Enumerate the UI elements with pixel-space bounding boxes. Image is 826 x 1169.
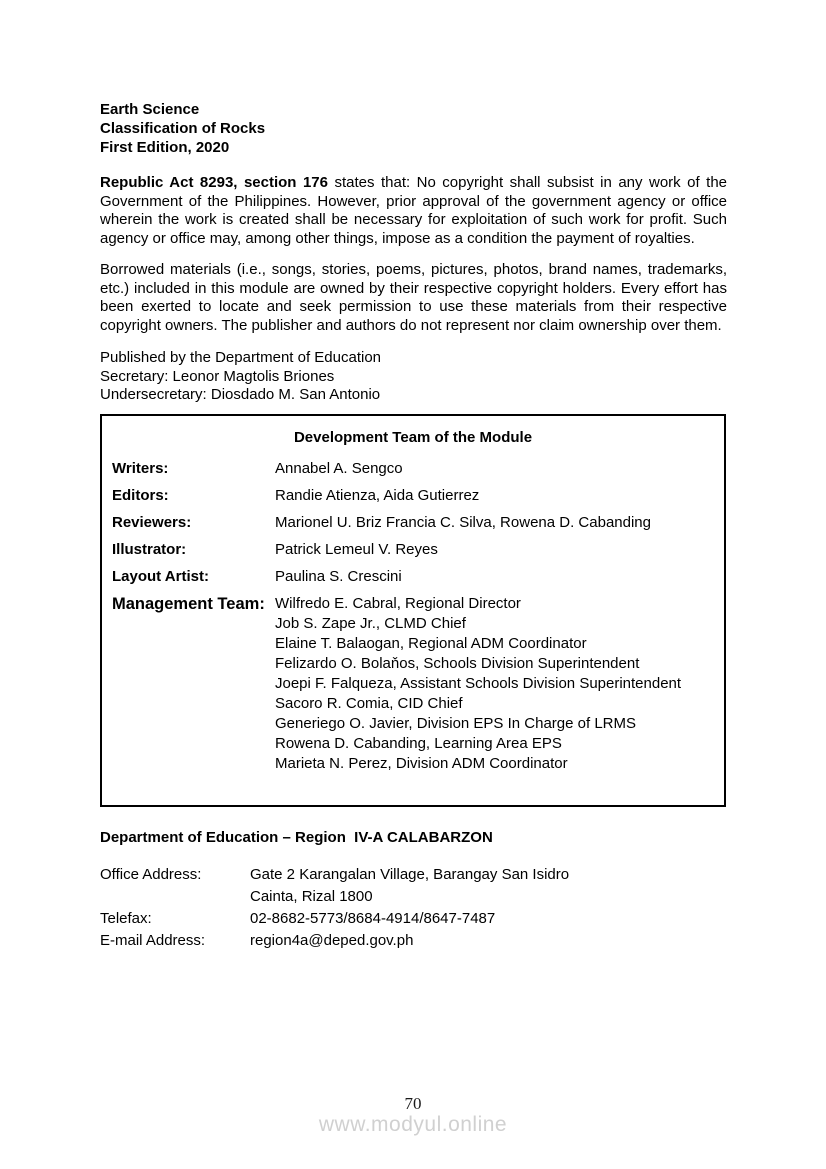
management-member: Generiego O. Javier, Division EPS In Charge of LRMS	[275, 714, 636, 732]
secretary-line: Secretary: Leonor Magtolis Briones	[100, 367, 335, 385]
contact-row-office-address	[100, 864, 727, 908]
management-team-label: Management Team:	[112, 594, 265, 613]
management-member: Marieta N. Perez, Division ADM Coordinator	[275, 754, 568, 772]
management-team-members	[275, 594, 714, 774]
reviewers-label: Reviewers:	[112, 513, 192, 531]
editors-label: Editors:	[112, 486, 169, 504]
reviewers-value: Marionel U. Briz Francia C. Silva, Rowena D. Cabanding	[275, 513, 651, 531]
writers-label: Writers:	[112, 459, 169, 477]
contact-row-telefax	[100, 908, 727, 930]
module-edition: First Edition, 2020	[100, 139, 230, 156]
contact-row-email	[100, 930, 727, 952]
publisher-block	[100, 349, 727, 405]
email-label: E-mail Address:	[100, 931, 206, 949]
illustrator-label: Illustrator:	[112, 540, 187, 558]
module-topic: Classification of Rocks	[100, 120, 266, 137]
development-team-box	[100, 414, 726, 807]
borrowed-materials-paragraph: Borrowed materials (i.e., songs, stories, poems, pictures, photos, brand names, trademarks, etc.) included in this module are owned by their respective copyright holders. Every effort has been exerted to locate and seek permission to use these materials from their respective copyright owners. The publisher and authors do not represent nor claim ownership over them.	[100, 261, 727, 334]
copyright-notice-paragraph	[100, 174, 727, 248]
module-subject: Earth Science	[100, 101, 200, 118]
layout-artist-value: Paulina S. Crescini	[275, 567, 402, 585]
office-address-line-1: Gate 2 Karangalan Village, Barangay San Isidro	[250, 865, 570, 883]
management-member: Wilfredo E. Cabral, Regional Director	[275, 594, 521, 612]
dev-team-row-illustrator	[112, 540, 714, 559]
page-number: 70	[404, 1094, 422, 1113]
telefax-label: Telefax:	[100, 909, 152, 927]
dev-team-row-editors	[112, 486, 714, 505]
dev-team-row-writers	[112, 459, 714, 478]
page-content	[100, 100, 727, 952]
email-value: region4a@deped.gov.ph	[250, 931, 414, 949]
dev-team-row-management	[112, 594, 714, 774]
management-member: Joepi F. Falqueza, Assistant Schools Division Superintendent	[275, 674, 682, 692]
development-team-title: Development Team of the Module	[293, 428, 533, 446]
undersecretary-line: Undersecretary: Diosdado M. San Antonio	[100, 386, 381, 403]
module-title-block	[100, 100, 727, 157]
copyright-notice-text: states that: No copyright shall subsist in any work of the Government of the Philippines. However, prior approval of the government agency or office wherein the work is created shall be necessary for exploitation of such work for profit. Such agency or office may, among other things, impose as a condition the payment of royalties.	[100, 174, 728, 247]
dev-team-row-layout-artist	[112, 567, 714, 586]
watermark-text: www.modyul.online	[318, 1113, 508, 1136]
office-address-line-2: Cainta, Rizal 1800	[250, 887, 373, 905]
published-by-line: Published by the Department of Education	[100, 349, 382, 366]
management-member: Rowena D. Cabanding, Learning Area EPS	[275, 734, 562, 752]
dev-team-row-reviewers	[112, 513, 714, 532]
layout-artist-label: Layout Artist:	[112, 567, 209, 585]
management-member: Felizardo O. Bolaňos, Schools Division Superintendent	[275, 654, 640, 672]
contact-block	[100, 864, 727, 952]
telefax-value: 02-8682-5773/8684-4914/8647-7487	[250, 909, 496, 927]
management-member: Job S. Zape Jr., CLMD Chief	[275, 614, 466, 632]
office-address-value	[250, 864, 727, 908]
office-address-label: Office Address:	[100, 865, 202, 883]
illustrator-value: Patrick Lemeul V. Reyes	[275, 540, 438, 558]
republic-act-reference: Republic Act 8293, section 176	[100, 174, 328, 191]
editors-value: Randie Atienza, Aida Gutierrez	[275, 486, 480, 504]
management-member: Elaine T. Balaogan, Regional ADM Coordinator	[275, 634, 587, 652]
management-member: Sacoro R. Comia, CID Chief	[275, 694, 463, 712]
writers-value: Annabel A. Sengco	[275, 459, 403, 477]
region-heading: Department of Education – Region IV-A CALABARZON	[100, 828, 493, 846]
